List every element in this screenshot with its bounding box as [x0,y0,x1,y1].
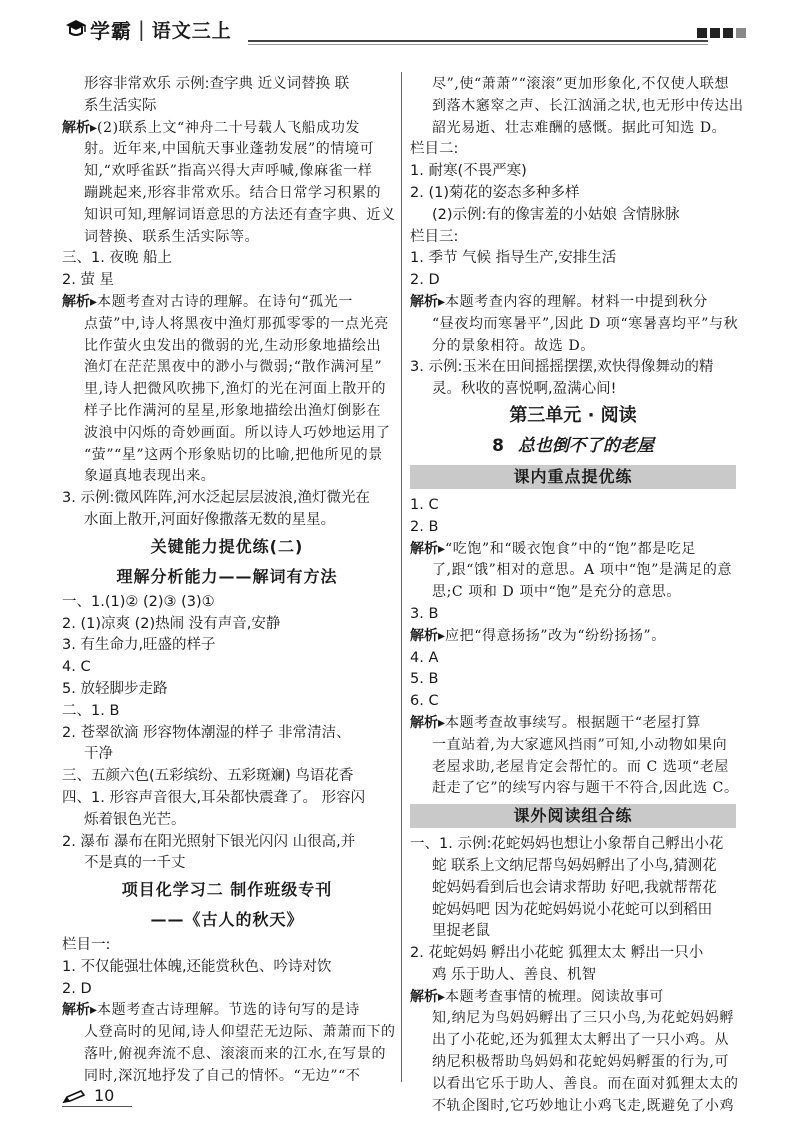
section-heading: 关键能力提优练(二) [150,536,304,556]
answer-line: 一、1.(1)② (2)③ (3)① [62,593,215,610]
answer-line: 4. C [62,659,91,676]
section-heading: ——《古人的秋天》 [150,910,304,930]
analysis-line: 词替换、联系生活实际等。 [84,228,260,245]
section-heading: 项目化学习二 制作班级专刊 [121,880,333,900]
analysis-line: 分的景象相符。故选 D。 [432,337,595,354]
pencil-icon [62,1089,88,1103]
page-number: 10 [94,1086,115,1105]
analysis-line: 一直站着,为大家遮风挡雨”可知,小动物如果向 [432,736,728,753]
lesson-number: 8 [492,435,504,456]
analysis-line: 知,纳尼为鸟妈妈孵出了三只小鸟,为花蛇妈妈孵 [432,1010,735,1027]
analysis-line: 象逼真地表现出来。 [84,468,216,485]
analysis-line: 以看出它乐于助人、善良。而在面对狐狸太太的 [432,1075,739,1092]
answer-line: 蛇妈妈吧 因为花蛇妈妈说小花蛇可以到稻田 [432,901,713,918]
answer-line: 2. D [62,980,92,997]
analysis-line: 比作萤火虫发出的微弱的光,生动形象地描绘出 [84,337,382,354]
brand-separator: | [138,17,146,41]
answer-line: 不是真的一千丈 [84,855,186,872]
line-text: 本题考查对古诗的理解。在诗句“孤光一 [97,293,353,310]
analysis-line [410,713,736,735]
analysis-line: 韶光易逝、壮志难酬的感慨。据此可知选 D。 [432,119,727,136]
graduation-cap-icon [64,16,88,42]
answer-line: 2. (1)菊花的姿态多种多样 [410,184,580,201]
answer-line: 3. B [410,605,439,622]
analysis-line [410,987,736,1009]
column-divider [401,72,402,1082]
answer-line: 2. (1)凉爽 (2)热闹 没有声音,安静 [62,615,281,632]
answer-line: 形容非常欢乐 示例:查字典 近义词替换 联 [84,76,350,92]
brand [64,14,232,44]
answer-line: 一、1. 示例:花蛇妈妈也想让小象帮自己孵出小花 [410,836,724,853]
header-rule-thin [248,44,708,45]
answer-line: 栏目三: [410,228,459,245]
analysis-line: 不轨企图时,它巧妙地让小鸡飞走,既避免了小鸡 [432,1097,735,1114]
answer-line: 2. 花蛇妈妈 孵出小花蛇 狐狸太太 孵出一只小 [410,945,704,962]
answer-line: 6. C [410,693,439,710]
analysis-label: 解析▸ [410,714,446,731]
answer-line: 系生活实际 [84,97,157,114]
line-text: (2)联系上文“神舟二十号载人飞船成功发 [97,119,361,136]
answer-line: 四、1. 形容声音很大,耳朵都快震聋了。 形容闪 [62,789,366,806]
answer-line: 干净 [84,746,113,763]
answer-line: 1. 不仅能强壮体魄,还能赏秋色、吟诗对饮 [62,958,332,975]
header-squares [697,28,746,38]
analysis-line: 了,跟“饿”相对的意思。A 项中“饱”是满足的意 [432,562,733,579]
answer-line: 5. B [410,671,439,688]
analysis-line: 老屋求助,老屋肯定会帮忙的。而 C 选项“老屋 [432,758,730,775]
answer-line: 1. 季节 气候 指导生产,安排生活 [410,250,617,267]
analysis-line: 知识可知,理解词语意思的方法还有查字典、近义 [84,206,396,223]
answer-line: 三、五颜六色(五彩缤纷、五彩斑斓) 鸟语花香 [62,768,354,785]
subject-title: 语文三上 [151,19,232,42]
answer-line: 5. 放轻脚步走路 [62,680,168,697]
lesson-heading [410,431,736,461]
answer-line: 鸡 乐于助人、善良、机智 [432,966,597,983]
answer-line: 2. D [410,272,440,289]
analysis-line: 赶走了它”的续写内容与题干不符合,因此选 C。 [432,780,739,797]
analysis-line: 点萤”中,诗人将黑夜中渔灯那孤零零的一点光亮 [84,315,389,332]
analysis-line: 纳尼积极帮助鸟妈妈和花蛇妈妈孵蛋的行为,可 [432,1054,730,1071]
line-text: 应把“得意扬扬”改为“纷纷扬扬”。 [445,627,666,644]
analysis-line [62,1000,392,1022]
analysis-line: 同时,深沉地抒发了自己的情怀。“无边”“不 [84,1067,361,1084]
answer-line: 蛇妈妈看到后也会请求帮助 好吧,我就帮帮花 [432,879,717,896]
left-column [62,74,396,1088]
section-banner: 课内重点提优练 [410,465,736,489]
analysis-line: 人登高时的见闻,诗人仰望茫无边际、萧萧而下的 [84,1024,396,1041]
answer-line: 2. 苍翠欲滴 形容物体潮湿的样子 非常清洁、 [62,724,351,741]
line-text: 本题考查事情的梳理。阅读故事可 [445,988,665,1005]
answer-line: 2. B [410,518,439,535]
answer-line: 蛇 联系上文纳尼帮鸟妈妈孵出了小鸟,猜测花 [432,857,717,874]
analysis-label: 解析▸ [410,988,446,1005]
footer-rule [62,1106,132,1107]
line-text: 本题考查古诗理解。节选的诗句写的是诗 [97,1002,360,1019]
analysis-line: 尽”,使“萧萧”“滚滚”更加形象化,不仅使人联想 [432,76,730,92]
lesson-title: 总也倒不了的老屋 [517,435,654,456]
line-text: 本题考查内容的理解。材料一中提到秋分 [445,293,708,310]
analysis-line [410,626,736,648]
analysis-line: 渔灯在茫茫黑夜中的渺小与微弱;“散作满河星” [84,359,383,376]
analysis-line: 落叶,俯视奔流不息、滚滚而来的江水,在写景的 [84,1046,387,1063]
answer-line: 1. C [410,496,439,513]
analysis-line: “昼夜均而寒暑平”,因此 D 项“寒暑喜均平”与秋 [432,315,739,332]
analysis-line: 里,诗人把微风吹拂下,渔灯的光在河面上散开的 [84,381,387,398]
analysis-line [410,292,736,314]
answer-line: 水面上散开,河面好像撒落无数的星星。 [84,511,336,528]
answer-line: 4. A [410,649,439,666]
line-text: “吃饱”和“暖衣饱食”中的“饱”都是吃足 [445,540,696,557]
answer-line: 2. 瀑布 瀑布在阳光照射下银光闪闪 山很高,并 [62,833,356,850]
answer-line: 烁着银色光芒。 [84,811,186,828]
unit-heading: 第三单元 · 阅读 [509,404,637,426]
header-rule [248,40,708,42]
answer-line: 3. 示例:微风阵阵,河水泛起层层波浪,渔灯微光在 [62,490,371,507]
analysis-label: 解析▸ [62,293,98,310]
analysis-line: 样子比作满河的星星,形象地描绘出渔灯倒影在 [84,402,382,419]
answer-line: 2. 萤 星 [62,272,115,289]
analysis-line [62,118,392,140]
analysis-line [62,292,392,314]
answer-line: 3. 有生命力,旺盛的样子 [62,637,216,654]
line-text: 本题考查故事续写。根据题干“老屋打算 [445,714,701,731]
answer-line: 灵。秋收的喜悦啊,盈满心间! [432,381,617,398]
section-banner: 课外阅读组合练 [410,804,736,828]
analysis-label: 解析▸ [410,627,446,644]
analysis-label: 解析▸ [410,540,446,557]
answer-line: (2)示例:有的像害羞的小姑娘 含情脉脉 [432,206,680,223]
analysis-line: 思;C 项和 D 项中“饱”是充分的意思。 [432,584,681,601]
analysis-label: 解析▸ [410,293,446,310]
answer-line: 三、1. 夜晚 船上 [62,250,173,267]
analysis-label: 解析▸ [62,1002,98,1019]
page-footer [62,1086,114,1105]
page-header [58,10,748,48]
analysis-label: 解析▸ [62,119,98,136]
answer-line: 1. 耐寒(不畏严寒) [410,163,527,180]
analysis-line: 知,“欢呼雀跃”指高兴得大声呼喊,像麻雀一样 [84,163,373,180]
right-column [410,74,744,1117]
answer-line: 二、1. B [62,702,120,719]
analysis-line: 到落木窸窣之声、长江汹涌之状,也无形中传达出 [432,97,744,114]
answer-line: 栏目二: [410,141,459,158]
answer-line: 栏目一: [62,937,111,954]
analysis-line: “萤”“星”这两个形象贴切的比喻,把他所见的景 [84,446,383,463]
answer-line: 里捉老鼠 [432,923,490,940]
brand-name: 学霸 [90,18,132,43]
section-heading: 理解分析能力——解词有方法 [116,566,338,586]
answer-line: 3. 示例:玉米在田间摇摇摆摆,欢快得像舞动的精 [410,359,714,376]
analysis-line: 蹦跳起来,形容非常欢乐。结合日常学习积累的 [84,184,382,201]
analysis-line [410,539,736,561]
analysis-line: 波浪中闪烁的奇妙画面。所以诗人巧妙地运用了 [84,424,391,441]
analysis-line: 出了小花蛇,还为狐狸太太孵出了一只小鸡。从 [432,1032,730,1049]
analysis-line: 射。近年来,中国航天事业蓬勃发展”的情境可 [84,141,375,158]
